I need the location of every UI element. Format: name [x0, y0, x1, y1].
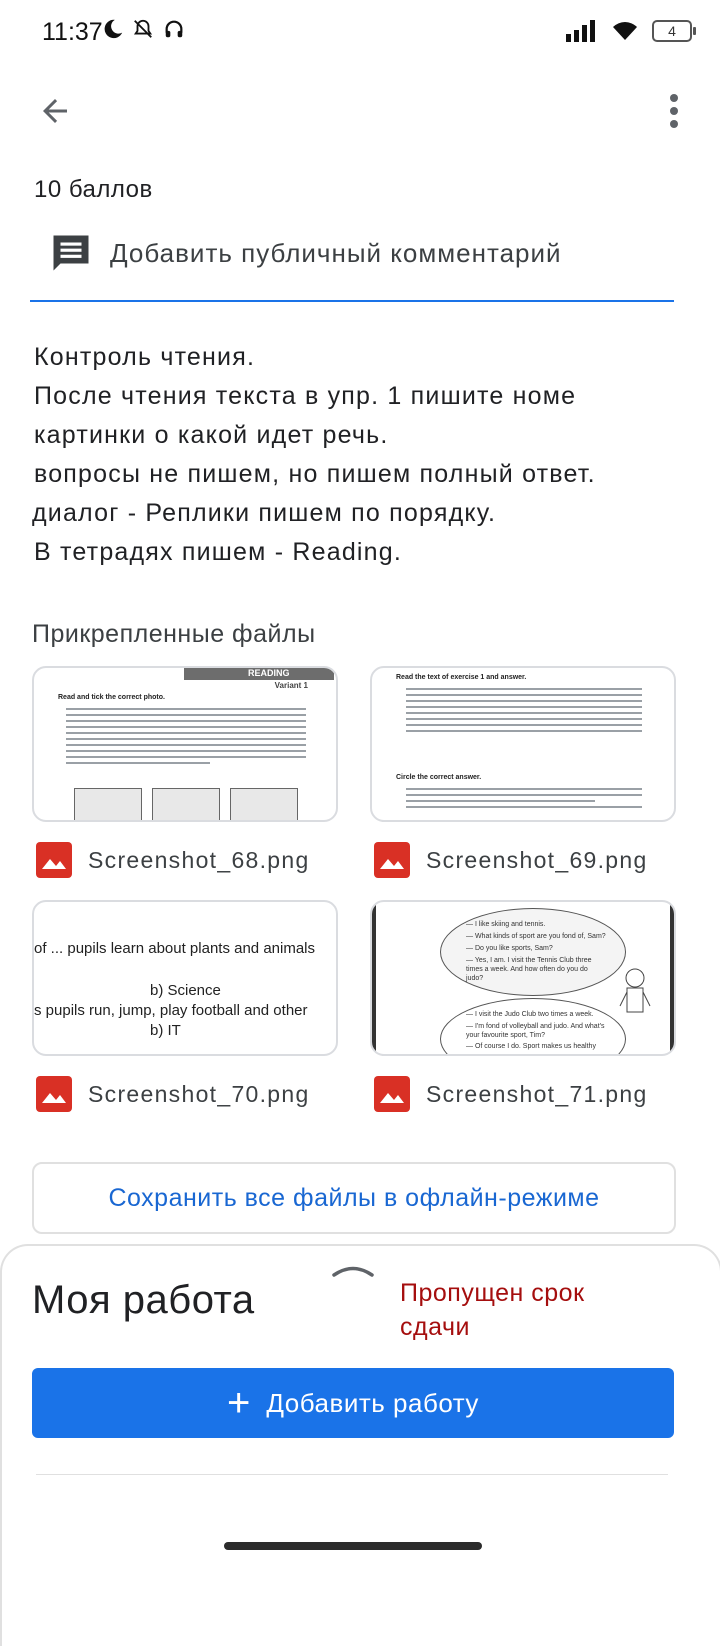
instruction-line: В тетрадях пишем - Reading. — [34, 538, 403, 566]
instruction-line: картинки о какой идет речь. — [34, 421, 389, 449]
arrow-back-icon — [37, 93, 73, 129]
question-lines — [406, 684, 642, 736]
signal-icon — [566, 20, 598, 42]
more-options-button[interactable] — [654, 86, 694, 136]
points-label: 10 баллов — [34, 176, 153, 203]
dialogue-line: — What kinds of sport are you fond of, Sam? — [466, 933, 606, 940]
attachment-thumbnail-1[interactable] — [32, 666, 338, 822]
thumb-text: of ... pupils learn about plants and animals — [34, 940, 316, 957]
headphones-icon — [162, 18, 186, 40]
attachment-thumbnail-4[interactable] — [370, 900, 676, 1056]
missed-deadline-status: Пропущен срок сдачи — [400, 1279, 585, 1341]
right-border-bar — [670, 902, 674, 1054]
instruction-line: Контроль чтения. — [34, 343, 256, 371]
instruction-line: диалог - Реплики пишем по порядку. — [32, 499, 497, 527]
image-file-icon — [374, 842, 410, 878]
dialogue-line: — Yes, I am. I visit the Tennis Club three times a week. And how often do you do judo? — [466, 957, 592, 982]
comment-label: Добавить публичный комментарий — [110, 238, 562, 268]
back-button[interactable] — [30, 86, 80, 136]
attachment-filename: Screenshot_71.png — [426, 1080, 648, 1107]
more-vert-icon — [669, 93, 679, 129]
dialogue-line: — I'm fond of volleyball and judo. And what's your favourite sport, Tim? — [466, 1023, 605, 1039]
boy-figure-icon — [618, 966, 652, 1022]
attached-files-title: Прикрепленные файлы — [32, 620, 316, 648]
status-icons-left — [102, 18, 186, 40]
dialogue-line: — I like skiing and tennis. — [466, 921, 546, 928]
wifi-icon — [612, 20, 638, 42]
instruction-line: После чтения текста в упр. 1 пишите номе — [34, 382, 577, 410]
add-public-comment[interactable] — [30, 222, 674, 302]
status-time: 11:37 — [42, 18, 103, 46]
attachment-filename: Screenshot_68.png — [88, 846, 310, 873]
left-border-bar — [372, 902, 376, 1054]
plus-icon: + — [227, 1381, 251, 1425]
attachment-thumbnail-3[interactable] — [32, 900, 338, 1056]
home-indicator[interactable] — [224, 1542, 482, 1550]
attachment-file-3[interactable] — [36, 1076, 310, 1112]
my-work-title: Моя работа — [32, 1278, 255, 1322]
comment-icon — [50, 232, 92, 274]
task-heading: Read and tick the correct photo. — [58, 694, 165, 701]
instruction-line: вопросы не пишем, но пишем полный ответ. — [34, 460, 596, 488]
expand-sheet-icon[interactable] — [332, 1262, 374, 1278]
mute-bell-icon — [132, 18, 154, 40]
image-file-icon — [36, 842, 72, 878]
reading-header: READING — [184, 668, 334, 680]
photo-placeholder — [74, 788, 142, 822]
answer-lines — [406, 784, 642, 812]
attachment-filename: Screenshot_70.png — [88, 1080, 310, 1107]
attachment-file-4[interactable] — [374, 1076, 648, 1112]
image-file-icon — [36, 1076, 72, 1112]
add-work-label: Добавить работу — [266, 1387, 479, 1418]
photo-placeholder — [230, 788, 298, 822]
variant-label: Variant 1 — [274, 681, 308, 690]
assignment-instructions — [34, 338, 694, 572]
attachment-file-2[interactable] — [374, 842, 648, 878]
add-work-button[interactable] — [32, 1368, 674, 1438]
attachment-file-1[interactable] — [36, 842, 310, 878]
dialogue-line: — I visit the Judo Club two times a week. — [466, 1011, 594, 1018]
battery-indicator: 4 — [652, 20, 692, 42]
thumb-text: s pupils run, jump, play football and other — [34, 1002, 308, 1019]
attachment-filename: Screenshot_69.png — [426, 846, 648, 873]
task-heading: Circle the correct answer. — [396, 774, 482, 781]
dialogue-line: — Do you like sports, Sam? — [466, 945, 553, 952]
status-icons-right — [566, 20, 692, 42]
image-file-icon — [374, 1076, 410, 1112]
task-heading: Read the text of exercise 1 and answer. — [396, 674, 527, 681]
dialogue-line: — Of course I do. Sport makes us healthy — [466, 1043, 596, 1050]
save-files-offline-button[interactable]: Сохранить все файлы в офлайн-режиме — [32, 1162, 676, 1234]
photo-placeholder — [152, 788, 220, 822]
thumb-text: b) Science — [150, 982, 221, 999]
attachment-thumbnail-2[interactable] — [370, 666, 676, 822]
moon-icon — [102, 18, 124, 40]
text-lines — [66, 704, 306, 768]
divider — [36, 1474, 668, 1475]
thumb-text: b) IT — [150, 1022, 181, 1039]
